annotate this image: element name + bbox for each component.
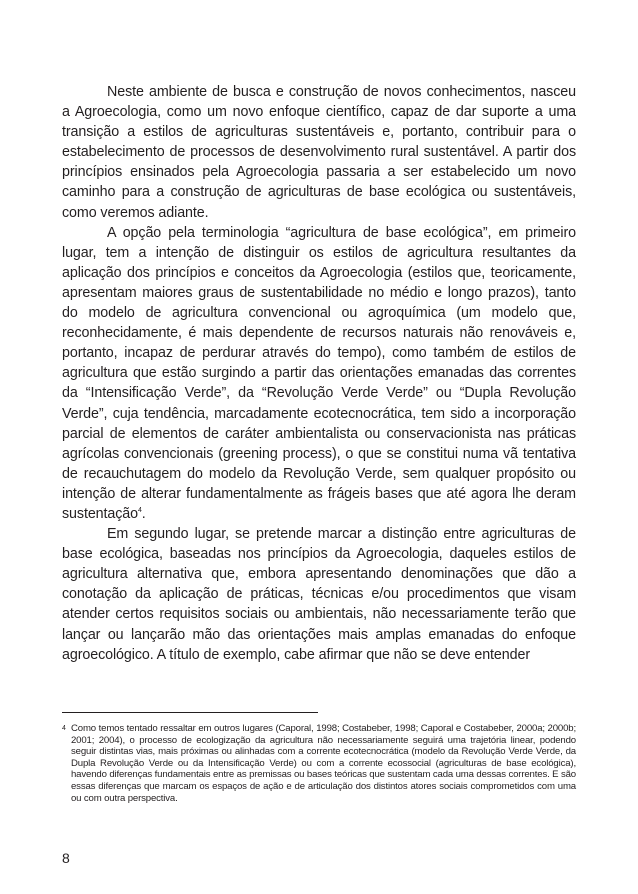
paragraph-2 — [62, 223, 576, 524]
paragraph-3 — [62, 524, 576, 665]
paragraph-1 — [62, 82, 576, 223]
paragraph-2-text: A opção pela terminologia “agricultura de base ecológica”, em primeiro lugar, tem a intenção de distinguir os estilos de agricultura resultantes da aplicação dos princípios e conceitos da Agroecologia (estilos que, teoricamente, apresentam maiores graus de sustentabilidade no médio e longo prazos), tanto do modelo de agricultura convencional ou agroquímica (um modelo que, reconhecidamente, é mais dependente de recursos naturais não renováveis e, portanto, incapaz de perdurar através do tempo), como também de estilos de agricultura que estão surgindo a partir das orientações emanadas das correntes da “Intensificação Verde”, da “Revolução Verde Verde” ou “Dupla Revolução Verde”, cuja tendência, marcadamente ecotecnocrática, tem sido a incorporação parcial de elementos de caráter ambientalista ou conservacionista nas práticas agrícolas convencionais (greening process), o que se constitui numa vã tentativa de recauchutagem do modelo da Revolução Verde, sem qualquer propósito ou intenção de alterar fundamentalmente as frágeis bases que até agora lhe deram sustentação — [62, 224, 576, 522]
footnote-reference[interactable]: 4 — [138, 507, 142, 515]
footnote — [62, 723, 576, 804]
body-text — [62, 82, 576, 665]
paragraph-2-end: . — [141, 505, 146, 522]
footnote-separator — [62, 712, 318, 713]
paragraph-1-text: Neste ambiente de busca e construção de novos conhecimentos, nasceu a Agroecologia, como um novo enfoque científico, capaz de dar suporte a uma transição a estilos de agriculturas sustentáveis e, portanto, contribuir para o estabelecimento de processos de desenvolvimento rural sustentável. A partir dos princípios ensinados pela Agroecologia passaria a ser estabelecido um novo caminho para a construção de agriculturas de base ecológica ou sustentáveis, como veremos adiante. — [62, 84, 576, 221]
page-number: 8 — [62, 850, 70, 866]
paragraph-3-text: Em segundo lugar, se pretende marcar a distinção entre agriculturas de base ecológica, baseadas nos princípios da Agroecologia, daqueles estilos de agricultura alternativa que, embora apresentando denominações que dão a conotação da aplicação de práticas, técnicas e/ou procedimentos que visam atender certos requisitos sociais ou ambientais, não necessariamente terão que lançar ou lançarão mão das orientações mais amplas emanadas do enfoque agroecológico. A título de exemplo, cabe afirmar que não se deve entender — [62, 526, 576, 663]
footnote-text: Como temos tentado ressaltar em outros lugares (Caporal, 1998; Costabeber, 1998; Caporal e Costabeber, 2000a; 2000b; 2001; 2004), o processo de ecologização da agricultura não necessariamente seguirá uma trajetória linear, podendo seguir distintas vias, mais próximas ou alinhadas com a corrente ecotecnocrática (modelo da Revolução Verde Verde, da Dupla Revolução Verde ou da Intensificação Verde) ou com a corrente ecossocial (agriculturas de base ecológica), havendo diferenças fundamentais entre as premissas ou bases teóricas que sustentam cada uma dessas correntes. E são essas diferenças que marcam os espaços de ação e de articulação dos distintos atores sociais comprometidos com uma ou com outra perspectiva. — [71, 723, 576, 804]
footnote-number: 4 — [62, 725, 66, 732]
